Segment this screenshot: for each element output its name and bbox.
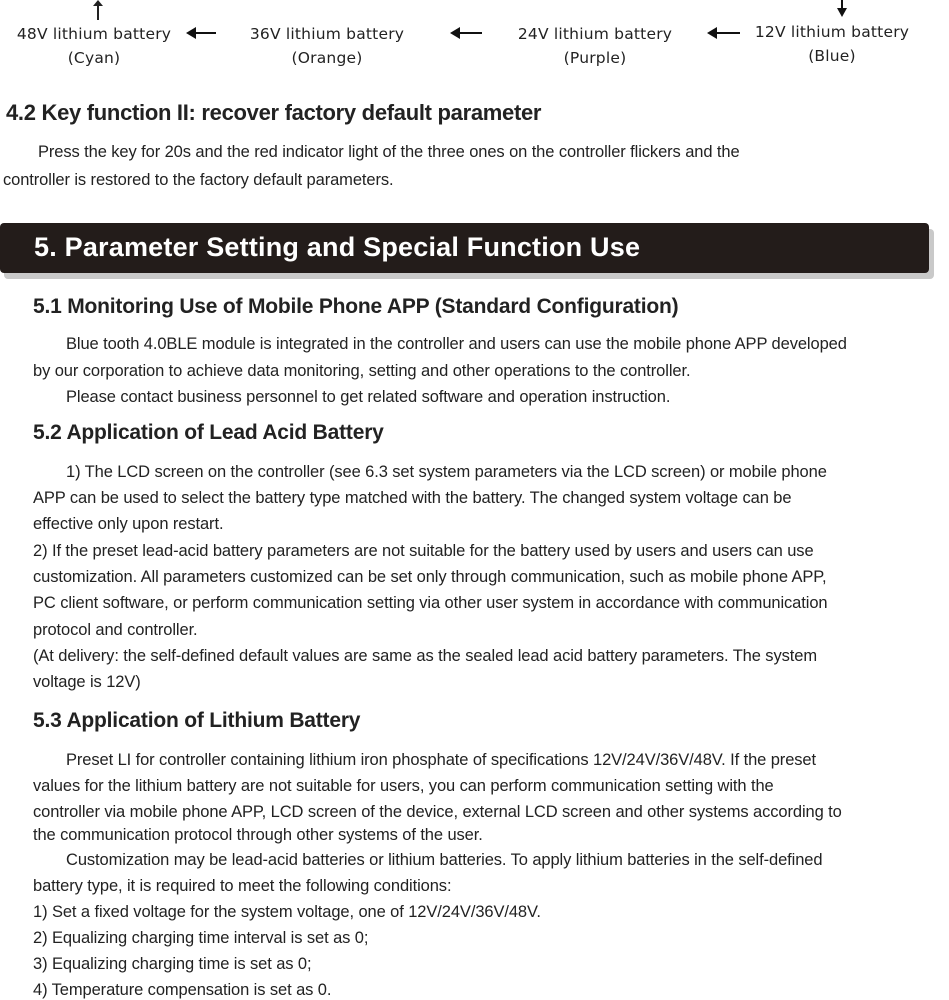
flow-node-color: (Blue) bbox=[808, 47, 856, 65]
flow-node-48v bbox=[6, 22, 182, 70]
flow-node-label: 36V lithium battery bbox=[249, 25, 405, 43]
section-5-2-line: (At delivery: the self-defined default values are same as the sealed lead acid battery parameters. The system bbox=[33, 647, 817, 665]
section-5-1-line: Blue tooth 4.0BLE module is integrated in the controller and users can use the mobile phone APP developed bbox=[66, 335, 847, 353]
flow-node-color: (Cyan) bbox=[67, 49, 121, 67]
section-5-1-heading: 5.1 Monitoring Use of Mobile Phone APP (Standard Configuration) bbox=[33, 295, 679, 318]
section-5-1-line: Please contact business personnel to get related software and operation instruction. bbox=[66, 388, 671, 406]
section-5-3-line: the communication protocol through other systems of the user. bbox=[33, 826, 483, 844]
flow-node-color: (Orange) bbox=[291, 49, 363, 67]
arrow-up-icon bbox=[92, 0, 104, 20]
arrow-left-icon bbox=[707, 26, 740, 40]
section-5-2-line: voltage is 12V) bbox=[33, 673, 141, 691]
flow-node-label: 24V lithium battery bbox=[517, 25, 673, 43]
section-5-3-line: controller via mobile phone APP, LCD screen of the device, external LCD screen and other systems according to bbox=[33, 803, 842, 821]
section-5-3-line: Preset LI for controller containing lithium iron phosphate of specifications 12V/24V/36V/48V. If the preset bbox=[66, 751, 816, 769]
section-5-2-line: effective only upon restart. bbox=[33, 515, 224, 533]
section-5-3-line: 4) Temperature compensation is set as 0. bbox=[33, 981, 332, 999]
section-5-3-heading: 5.3 Application of Lithium Battery bbox=[33, 709, 361, 732]
section-5-title: 5. Parameter Setting and Special Function Use bbox=[34, 232, 641, 262]
flow-node-color: (Purple) bbox=[563, 49, 627, 67]
section-4-2-line: Press the key for 20s and the red indicator light of the three ones on the controller flickers and the bbox=[38, 143, 740, 161]
section-5-2-line: customization. All parameters customized can be set only through communication, such as mobile phone APP, bbox=[33, 568, 827, 586]
arrow-down-icon bbox=[836, 0, 848, 18]
section-5-3-line: 1) Set a fixed voltage for the system voltage, one of 12V/24V/36V/48V. bbox=[33, 903, 541, 921]
section-4-2-heading: 4.2 Key function II: recover factory default parameter bbox=[6, 100, 542, 125]
section-5-2-line: 1) The LCD screen on the controller (see 6.3 set system parameters via the LCD screen) or mobile phone bbox=[66, 463, 827, 481]
section-4-2-line: controller is restored to the factory default parameters. bbox=[3, 171, 394, 189]
section-5-3-line: 2) Equalizing charging time interval is set as 0; bbox=[33, 929, 369, 947]
section-5-2-line: 2) If the preset lead-acid battery parameters are not suitable for the battery used by users and users can use bbox=[33, 542, 814, 560]
section-5-3-line: values for the lithium battery are not suitable for users, you can perform communication setting with the bbox=[33, 777, 774, 795]
section-5-2-line: PC client software, or perform communication setting via other user system in accordance with communication bbox=[33, 594, 828, 612]
flow-node-label: 12V lithium battery bbox=[754, 23, 910, 41]
battery-type-flow-diagram bbox=[0, 0, 949, 80]
flow-node-36v bbox=[238, 22, 416, 70]
section-5-3-line: battery type, it is required to meet the following conditions: bbox=[33, 877, 452, 895]
section-5-3-line: Customization may be lead-acid batteries or lithium batteries. To apply lithium batteries in the self-defined bbox=[66, 851, 823, 869]
flow-node-24v bbox=[506, 22, 684, 70]
section-5-banner bbox=[0, 223, 929, 273]
section-5-2-line: APP can be used to select the battery type matched with the battery. The changed system voltage can be bbox=[33, 489, 792, 507]
section-5-1-line: by our corporation to achieve data monitoring, setting and other operations to the controller. bbox=[33, 362, 691, 380]
section-5-3-line: 3) Equalizing charging time is set as 0; bbox=[33, 955, 312, 973]
arrow-left-icon bbox=[186, 26, 216, 40]
section-5-2-heading: 5.2 Application of Lead Acid Battery bbox=[33, 421, 384, 444]
flow-node-12v bbox=[748, 20, 916, 68]
flow-node-label: 48V lithium battery bbox=[16, 25, 172, 43]
arrow-left-icon bbox=[450, 26, 482, 40]
section-5-2-line: protocol and controller. bbox=[33, 621, 198, 639]
